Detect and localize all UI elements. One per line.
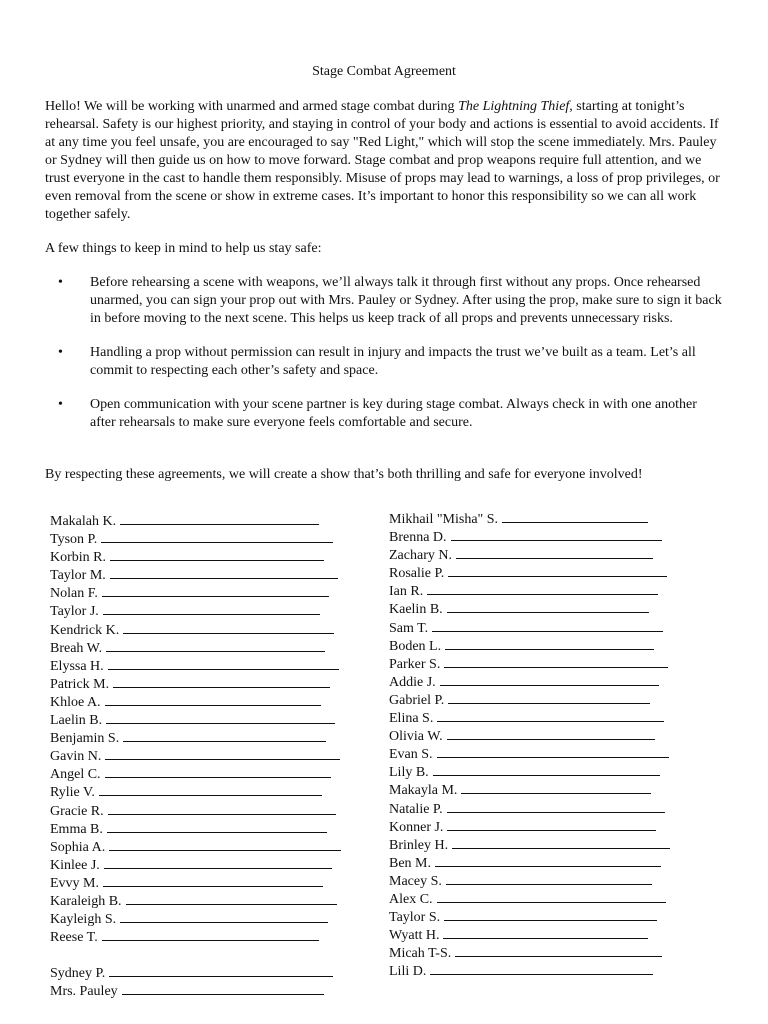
signer-name: Taylor J.: [50, 604, 99, 620]
signature-line[interactable]: [105, 747, 340, 760]
signer-name: Gavin N.: [50, 749, 102, 765]
signature-line[interactable]: [101, 530, 333, 543]
signature-line[interactable]: [123, 621, 334, 634]
signer-name: Addie J.: [389, 674, 436, 690]
signer-name: Olivia W.: [389, 729, 443, 745]
signature-line[interactable]: [446, 872, 652, 885]
signature-line[interactable]: [448, 564, 667, 577]
signature-row: [389, 637, 719, 655]
signer-name: Evan S.: [389, 747, 433, 763]
signature-row: [50, 675, 370, 693]
signature-row: [389, 944, 719, 962]
signer-name: Taylor M.: [50, 568, 106, 584]
signer-name: Rosalie P.: [389, 566, 445, 582]
signer-name: Zachary N.: [389, 548, 452, 564]
signer-name: Nolan F.: [50, 586, 98, 602]
signature-row: [50, 693, 370, 711]
signature-row: [389, 908, 719, 926]
signature-row: [50, 820, 370, 838]
signature-row: [389, 691, 719, 709]
signature-line[interactable]: [444, 908, 657, 921]
signature-line[interactable]: [452, 836, 670, 849]
signature-row: [389, 600, 719, 618]
signature-row: [389, 673, 719, 691]
signature-row: [389, 582, 719, 600]
signature-row: [389, 962, 719, 980]
signature-row: [50, 765, 370, 783]
signature-row: [50, 711, 370, 729]
signer-name: Brenna D.: [389, 530, 447, 546]
signature-line[interactable]: [437, 709, 664, 722]
page-title: Stage Combat Agreement: [312, 64, 456, 79]
signature-line[interactable]: [447, 800, 665, 813]
signature-line[interactable]: [104, 856, 332, 869]
signer-name: Lili D.: [389, 964, 427, 980]
signer-name: Elyssa H.: [50, 658, 104, 674]
signature-row: [389, 528, 719, 546]
signature-row: [389, 781, 719, 799]
signature-row: [50, 856, 370, 874]
guidelines-list: [45, 274, 725, 448]
signer-name: Ben M.: [389, 855, 431, 871]
signature-row: [389, 800, 719, 818]
signature-line[interactable]: [435, 854, 661, 867]
signature-row: [50, 910, 370, 928]
signature-line[interactable]: [443, 926, 648, 939]
signer-name: Evvy M.: [50, 875, 99, 891]
signature-row: [389, 510, 719, 528]
signature-line[interactable]: [430, 962, 653, 975]
signature-line[interactable]: [461, 781, 651, 794]
guideline-item: [45, 344, 725, 380]
signature-row: [50, 584, 370, 602]
signature-line[interactable]: [120, 512, 319, 525]
signature-row: [50, 621, 370, 639]
signer-name: Lily B.: [389, 765, 429, 781]
signature-row: [389, 926, 719, 944]
signature-line[interactable]: [451, 528, 662, 541]
signature-row: [389, 745, 719, 763]
signature-line[interactable]: [502, 510, 648, 523]
signature-row: [389, 709, 719, 727]
signer-name: Laelin B.: [50, 713, 103, 729]
signer-name: Ian R.: [389, 584, 424, 600]
signer-name: Rylie V.: [50, 785, 95, 801]
guideline-text: Before rehearsing a scene with weapons, we’ll always talk it through first without any props. Once rehearsed unarmed, you can sign your prop out with Mrs. Pauley or Sydney. After using the prop, make sure to sign it back in before moving to the next scene. This helps us keep track of all props and prevents unnecessary risks.: [90, 275, 722, 326]
signature-line[interactable]: [105, 765, 331, 778]
guideline-text: Open communication with your scene partner is key during stage combat. Always check in with one another after rehearsals to make sure everyone feels comfortable and secure.: [90, 397, 697, 430]
signature-line[interactable]: [120, 910, 328, 923]
signer-name: Konner J.: [389, 819, 444, 835]
signature-row: [389, 655, 719, 673]
signer-name: Korbin R.: [50, 550, 106, 566]
signer-name: Sophia A.: [50, 839, 106, 855]
signer-name: Mrs. Pauley: [50, 984, 118, 1000]
signature-line[interactable]: [447, 727, 655, 740]
signature-row: [50, 566, 370, 584]
signature-row: [389, 836, 719, 854]
signature-column-right: [389, 510, 719, 980]
signature-line[interactable]: [456, 546, 653, 559]
signature-row: [50, 838, 370, 856]
signer-name: Makayla M.: [389, 783, 458, 799]
signature-line[interactable]: [106, 639, 325, 652]
intro-text-rest: , starting at tonight’s rehearsal. Safety is our highest priority, and staying in control of your body and actions is essential to avoid accidents. If at any time you feel unsafe, you are encouraged to say "Red Light," which will stop the scene immediately. Mrs. Pauley or Sydney will then guide us on how to move forward. Stage combat and prop weapons require full attention, and we trust everyone in the cast to handle them responsibly. Misuse of props may lead to warnings, a loss of prop privileges, or even removal from the scene or show in extreme cases. It’s important to honor this responsibility so we can all work together safely.: [45, 99, 720, 222]
guidelines-lead: A few things to keep in mind to help us stay safe:: [45, 241, 322, 256]
signature-line[interactable]: [105, 693, 321, 706]
signer-name: Tyson P.: [50, 532, 98, 548]
signature-row: [50, 602, 370, 620]
guideline-item: [45, 396, 725, 432]
signer-name: Alex C.: [389, 891, 433, 907]
signature-row: [50, 783, 370, 801]
signature-row: [50, 747, 370, 765]
signature-line[interactable]: [108, 657, 339, 670]
signature-row: [389, 890, 719, 908]
signature-line[interactable]: [109, 838, 341, 851]
signature-row: [50, 928, 370, 946]
signature-line[interactable]: [110, 566, 338, 579]
signature-line[interactable]: [108, 802, 336, 815]
signer-name: Parker S.: [389, 656, 441, 672]
signature-row: [389, 763, 719, 781]
signature-column-left: [50, 512, 370, 1000]
signature-line[interactable]: [113, 675, 330, 688]
signature-line[interactable]: [103, 874, 323, 887]
signature-row: [389, 546, 719, 564]
signer-name: Breah W.: [50, 640, 103, 656]
show-title: The Lightning Thief: [458, 99, 570, 114]
signer-name: Angel C.: [50, 767, 101, 783]
signature-row: [50, 512, 370, 530]
signature-line[interactable]: [107, 820, 327, 833]
signature-line[interactable]: [123, 729, 326, 742]
signer-name: Kayleigh S.: [50, 912, 117, 928]
signer-name: Gabriel P.: [389, 692, 445, 708]
signer-name: Makalah K.: [50, 514, 117, 529]
signature-line[interactable]: [447, 600, 649, 613]
signer-name: Boden L.: [389, 638, 442, 654]
signature-line[interactable]: [455, 944, 662, 957]
signature-row: [50, 802, 370, 820]
signature-line[interactable]: [440, 673, 659, 686]
signature-row: [50, 548, 370, 566]
signer-name: Micah T-S.: [389, 946, 452, 962]
signer-name: Karaleigh B.: [50, 893, 122, 909]
signer-name: Reese T.: [50, 930, 98, 946]
signature-line[interactable]: [432, 619, 663, 632]
closing-statement: By respecting these agreements, we will create a show that’s both thrilling and safe for everyone involved!: [45, 467, 643, 482]
signer-name: Wyatt H.: [389, 928, 440, 944]
signature-row: [50, 874, 370, 892]
signer-name: Mikhail "Misha" S.: [389, 512, 499, 527]
signer-name: Elina S.: [389, 711, 434, 727]
signature-row: [50, 982, 370, 1000]
signer-name: Gracie R.: [50, 803, 104, 819]
signature-row: [50, 657, 370, 675]
signature-line[interactable]: [99, 783, 322, 796]
guideline-text: Handling a prop without permission can result in injury and impacts the trust we’ve built as a team. Let’s all commit to respecting each other’s safety and space.: [90, 345, 696, 378]
signature-line[interactable]: [103, 602, 320, 615]
signature-row: [389, 854, 719, 872]
signer-name: Natalie P.: [389, 801, 443, 817]
signature-line[interactable]: [102, 928, 319, 941]
signature-line[interactable]: [102, 584, 329, 597]
signature-row: [389, 564, 719, 582]
signature-row: [50, 639, 370, 657]
signature-line[interactable]: [106, 711, 335, 724]
signature-line[interactable]: [448, 691, 650, 704]
signer-name: Sydney P.: [50, 966, 106, 982]
signer-name: Kaelin B.: [389, 602, 443, 618]
signature-line[interactable]: [126, 892, 337, 905]
signature-row: [389, 872, 719, 890]
signature-row: [389, 619, 719, 637]
spacer: [50, 946, 370, 964]
signature-line[interactable]: [447, 818, 656, 831]
signer-name: Macey S.: [389, 873, 442, 889]
signature-row: [389, 818, 719, 836]
signer-name: Patrick M.: [50, 676, 110, 692]
signature-line[interactable]: [437, 890, 666, 903]
signer-name: Khloe A.: [50, 694, 101, 710]
intro-text-start: Hello! We will be working with unarmed and armed stage combat during: [45, 99, 459, 114]
signature-line[interactable]: [437, 745, 669, 758]
signer-name: Taylor S.: [389, 910, 441, 926]
signer-name: Brinley H.: [389, 837, 449, 853]
signature-line[interactable]: [444, 655, 668, 668]
signature-line[interactable]: [427, 582, 658, 595]
signer-name: Sam T.: [389, 620, 429, 636]
signature-row: [50, 892, 370, 910]
signature-line[interactable]: [109, 964, 333, 977]
bullet-icon: •: [58, 275, 63, 290]
signer-name: Kendrick K.: [50, 622, 120, 638]
signature-row: [389, 727, 719, 745]
bullet-icon: •: [58, 345, 63, 360]
signature-row: [50, 964, 370, 982]
signature-line[interactable]: [433, 763, 660, 776]
signature-row: [50, 530, 370, 548]
signer-name: Kinlee J.: [50, 857, 100, 873]
signer-name: Emma B.: [50, 821, 103, 837]
bullet-icon: •: [58, 397, 63, 412]
intro-paragraph: [45, 98, 725, 224]
signature-line[interactable]: [110, 548, 324, 561]
signature-line[interactable]: [122, 982, 324, 995]
signature-row: [50, 729, 370, 747]
guideline-item: [45, 274, 725, 328]
signer-name: Benjamin S.: [50, 731, 120, 747]
signature-line[interactable]: [445, 637, 654, 650]
